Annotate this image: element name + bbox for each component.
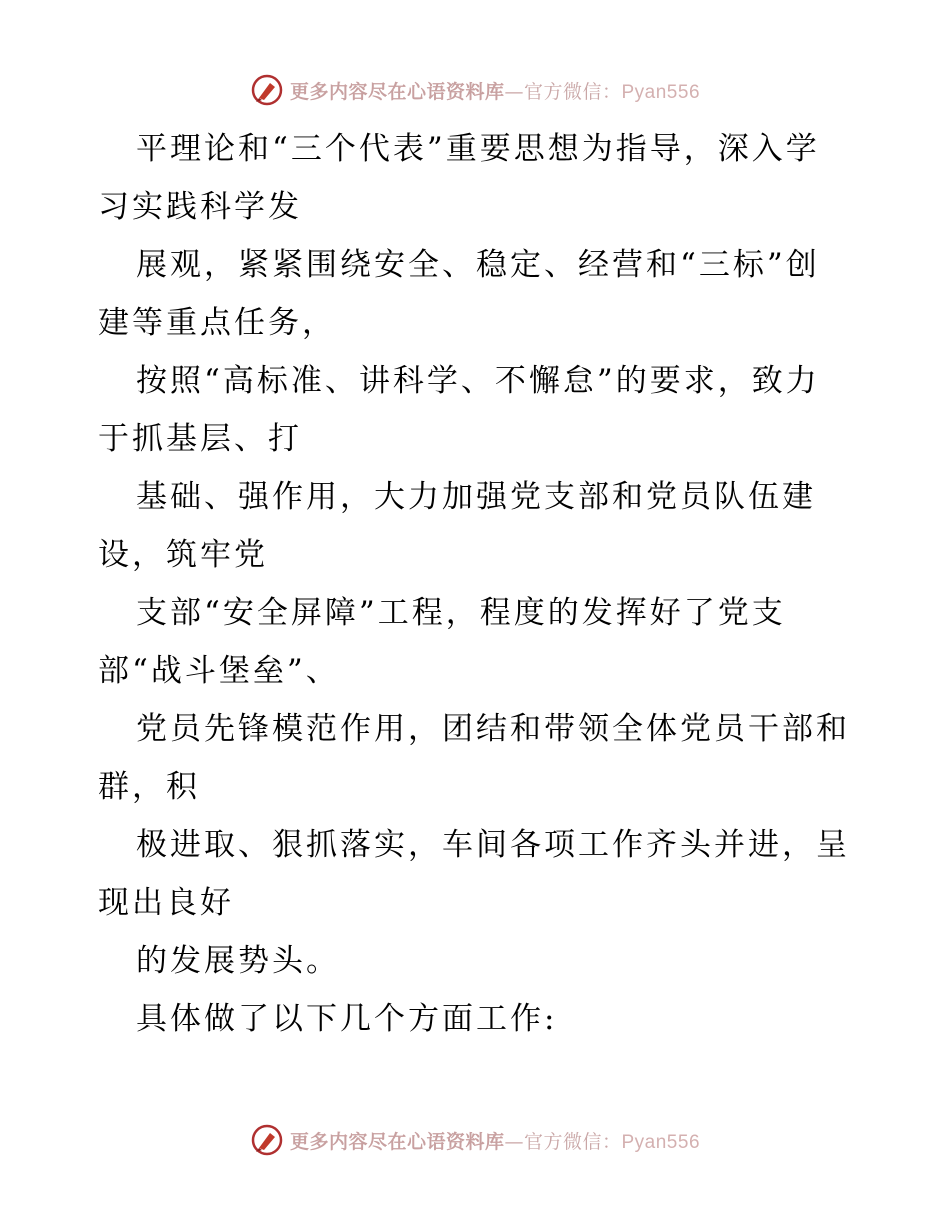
- text-line: 的发展势头。: [136, 943, 340, 979]
- text-line: 习实践科学发: [98, 189, 302, 225]
- watermark-text: 更多内容尽在心语资料库—官方微信：Pyan556: [289, 80, 701, 103]
- text-line: 展观，紧紧围绕安全、稳定、经营和“三标”创: [136, 247, 820, 283]
- text-line: 基础、强作用，大力加强党支部和党员队伍建: [136, 479, 816, 515]
- text-line: 设，筑牢党: [98, 537, 268, 573]
- document-body: [98, 120, 858, 1048]
- text-line: 现出良好: [98, 885, 234, 921]
- text-line: 于抓基层、打: [98, 421, 302, 457]
- text-line: 建等重点任务，: [98, 305, 336, 341]
- text-line: 群，积: [98, 769, 200, 805]
- footer-watermark: [0, 1120, 950, 1160]
- header-watermark: [0, 70, 950, 110]
- text-line: 具体做了以下几个方面工作:: [136, 1001, 558, 1037]
- text-line: 支部“安全屏障”工程，程度的发挥好了党支: [136, 595, 786, 631]
- text-line: 极进取、狠抓落实，车间各项工作齐头并进，呈: [136, 827, 850, 863]
- text-line: 党员先锋模范作用，团结和带领全体党员干部和: [136, 711, 850, 747]
- text-line: 部“战斗堡垒”、: [98, 653, 340, 689]
- text-line: 平理论和“三个代表”重要思想为指导，深入学: [136, 131, 820, 167]
- pen-nib-logo-icon: [250, 1123, 284, 1157]
- pen-nib-logo-icon: [250, 73, 284, 107]
- text-line: 按照“高标准、讲科学、不懈怠”的要求，致力: [136, 363, 820, 399]
- watermark-text: 更多内容尽在心语资料库—官方微信：Pyan556: [289, 1130, 701, 1153]
